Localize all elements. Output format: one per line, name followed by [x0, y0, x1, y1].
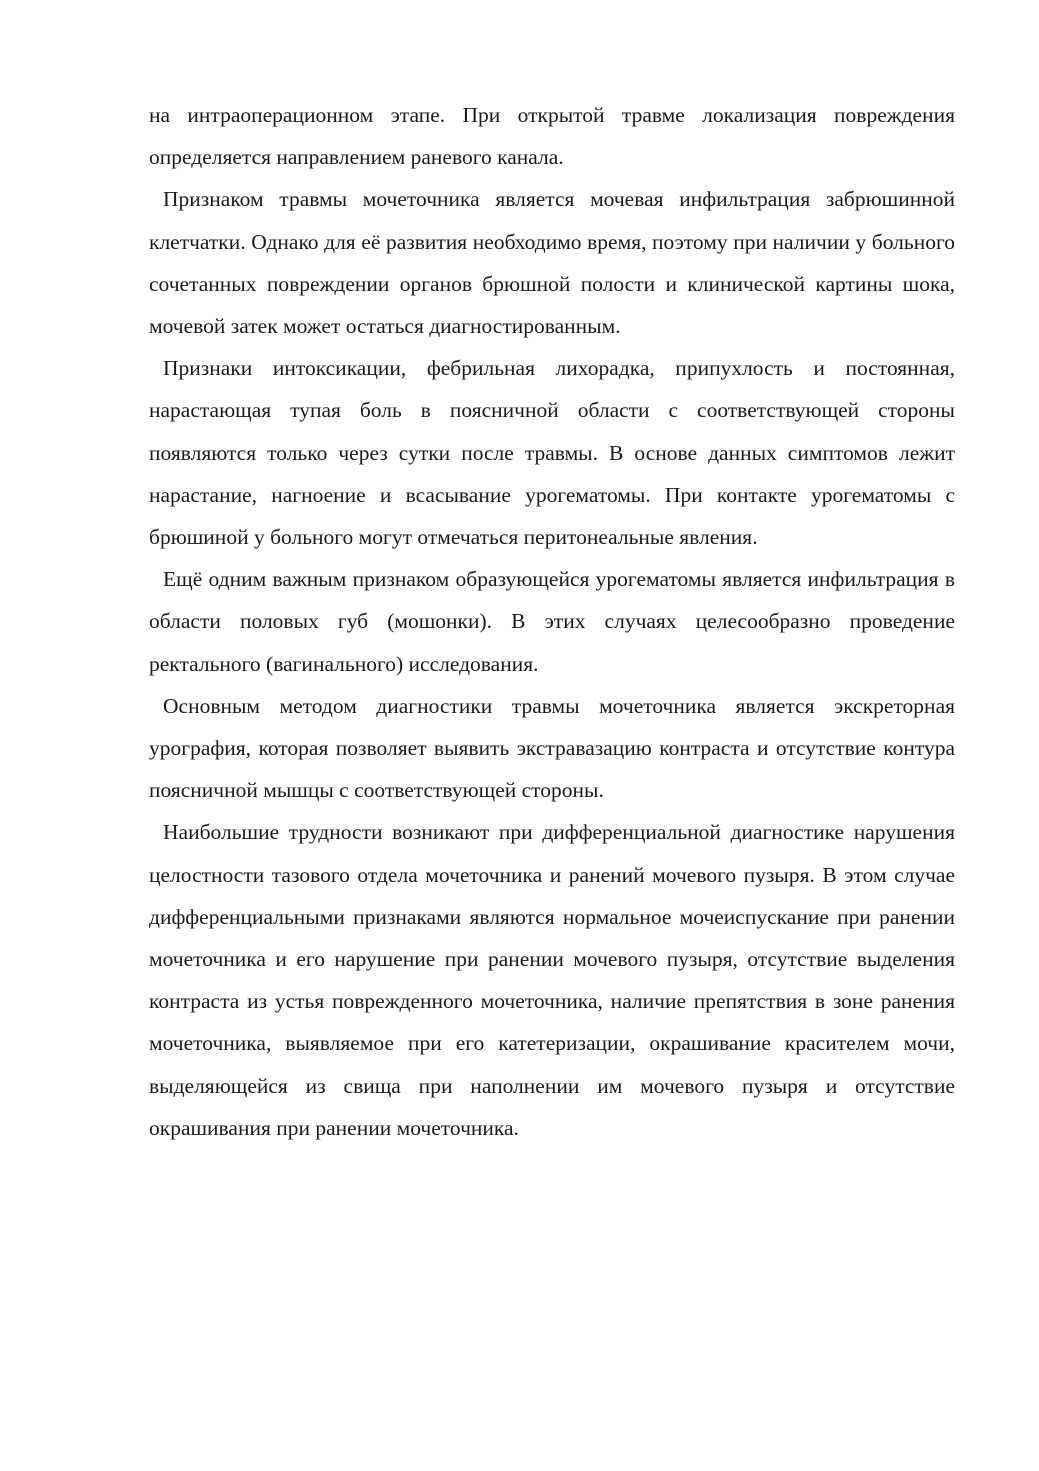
- paragraph-2: Признаком травмы мочеточника является мочевая инфильтрация забрюшинной клетчатки. Однако для её развития необходимо время, поэтому при наличии у больного сочетанных повреждении органов брюшной полости и клинической картины шока, мочевой затек может остаться диагностированным.: [149, 187, 955, 339]
- paragraph-6: Наибольшие трудности возникают при дифференциальной диагностике нарушения целостности тазового отдела мочеточника и ранений мочевого пузыря. В этом случае дифференциальными признаками являются нормальное мочеиспускание при ранении мочеточника и его нарушение при ранении мочевого пузыря, отсутствие выделения контраста из устья поврежденного мочеточника, наличие препятствия в зоне ранения мочеточника, выявляемое при его катетеризации, окрашивание красителем мочи, выделяющейся из свища при наполнении им мочевого пузыря и отсутствие окрашивания при ранении мочеточника.: [149, 820, 955, 1140]
- body-text: [149, 94, 955, 1149]
- paragraph-3: Признаки интоксикации, фебрильная лихорадка, припухлость и постоянная, нарастающая тупая боль в поясничной области с соответствующей стороны появляются только через сутки после травмы. В основе данных симптомов лежит нарастание, нагноение и всасывание урогематомы. При контакте урогематомы с брюшиной у больного могут отмечаться перитонеальные явления.: [149, 356, 955, 550]
- paragraph-1: на интраоперационном этапе. При открытой травме локализация повреждения определяется направлением раневого канала.: [149, 103, 955, 170]
- paragraph-4: Ещё одним важным признаком образующейся урогематомы является инфильтрация в области половых губ (мошонки). В этих случаях целесообразно проведение ректального (вагинального) исследования.: [149, 567, 955, 676]
- paragraph-5: Основным методом диагностики травмы мочеточника является экскреторная урография, которая позволяет выявить экстравазацию контраста и отсутствие контура поясничной мышцы с соответствующей стороны.: [149, 693, 955, 803]
